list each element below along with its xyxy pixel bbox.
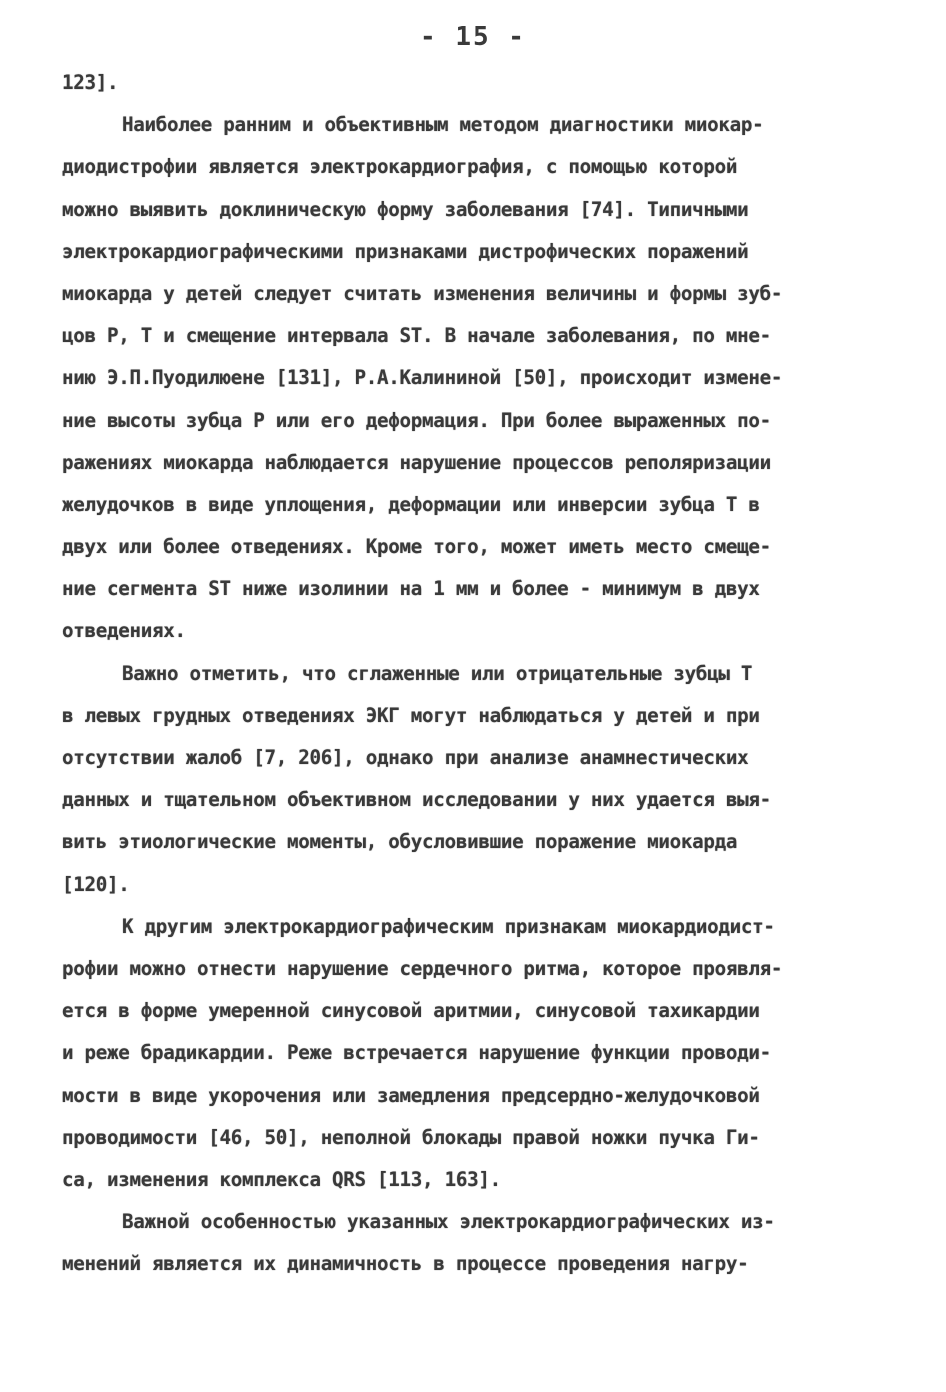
text-line: рофии можно отнести нарушение сердечного ритма, которое проявля- [62,956,783,980]
text-line: К другим электрокардиографическим признакам миокардиодист- [122,914,775,938]
text-line: данных и тщательном объективном исследовании у них удается выя- [62,788,771,812]
text-line: нию Э.П.Пуодилюене [131], Р.А.Калининой [50], происходит измене- [62,366,783,390]
text-line: отведениях. [62,619,186,643]
text-line: ражениях миокарда наблюдается нарушение процессов реполяризации [62,450,771,474]
text-line: са, изменения комплекса QRS [113, 163]. [62,1167,501,1191]
text-line: ние высоты зубца P или его деформация. При более выраженных по- [62,408,771,432]
page-number: - 15 - [420,22,526,52]
text-line: ется в форме умеренной синусовой аритмии, синусовой тахикардии [62,999,760,1023]
text-line: ние сегмента ST ниже изолинии на 1 мм и более - минимум в двух [62,577,760,601]
text-line: электрокардиографическими признаками дистрофических поражений [62,239,749,263]
text-line: проводимости [46, 50], неполной блокады правой ножки пучка Ги- [62,1125,760,1149]
text-line: отсутствии жалоб [7, 206], однако при анализе анамнестических [62,746,749,769]
text-line: [120]. [62,872,130,896]
text-line: мости в виде укорочения или замедления предсердно-желудочковой [62,1083,760,1107]
text-line: 123]. [62,71,119,94]
text-line: Наиболее ранним и объективным методом диагностики миокар- [122,113,764,137]
text-line: цов P, T и смещение интервала ST. В начале заболевания, по мне- [62,324,771,348]
text-line: вить этиологические моменты, обусловившие поражение миокарда [62,830,738,854]
text-line: диодистрофии является электрокардиография, с помощью которой [62,155,738,179]
text-line: и реже брадикардии. Реже встречается нарушение функции проводи- [62,1041,771,1065]
text-line: двух или более отведениях. Кроме того, может иметь место смеще- [62,535,771,559]
text-line: в левых грудных отведениях ЭКГ могут наблюдаться у детей и при [62,703,760,727]
text-line: Важной особенностью указанных электрокардиографических из- [122,1210,775,1234]
text-line: миокарда у детей следует считать изменения величины и формы зуб- [62,281,783,305]
body-text [62,62,877,1285]
text-line: можно выявить доклиническую форму заболевания [74]. Типичными [62,197,749,221]
text-line: желудочков в виде уплощения, деформации или инверсии зубца T в [62,492,760,516]
text-line: Важно отметить, что сглаженные или отрицательные зубцы T [122,661,753,685]
text-line: менений является их динамичность в процессе проведения нагру- [62,1252,749,1276]
